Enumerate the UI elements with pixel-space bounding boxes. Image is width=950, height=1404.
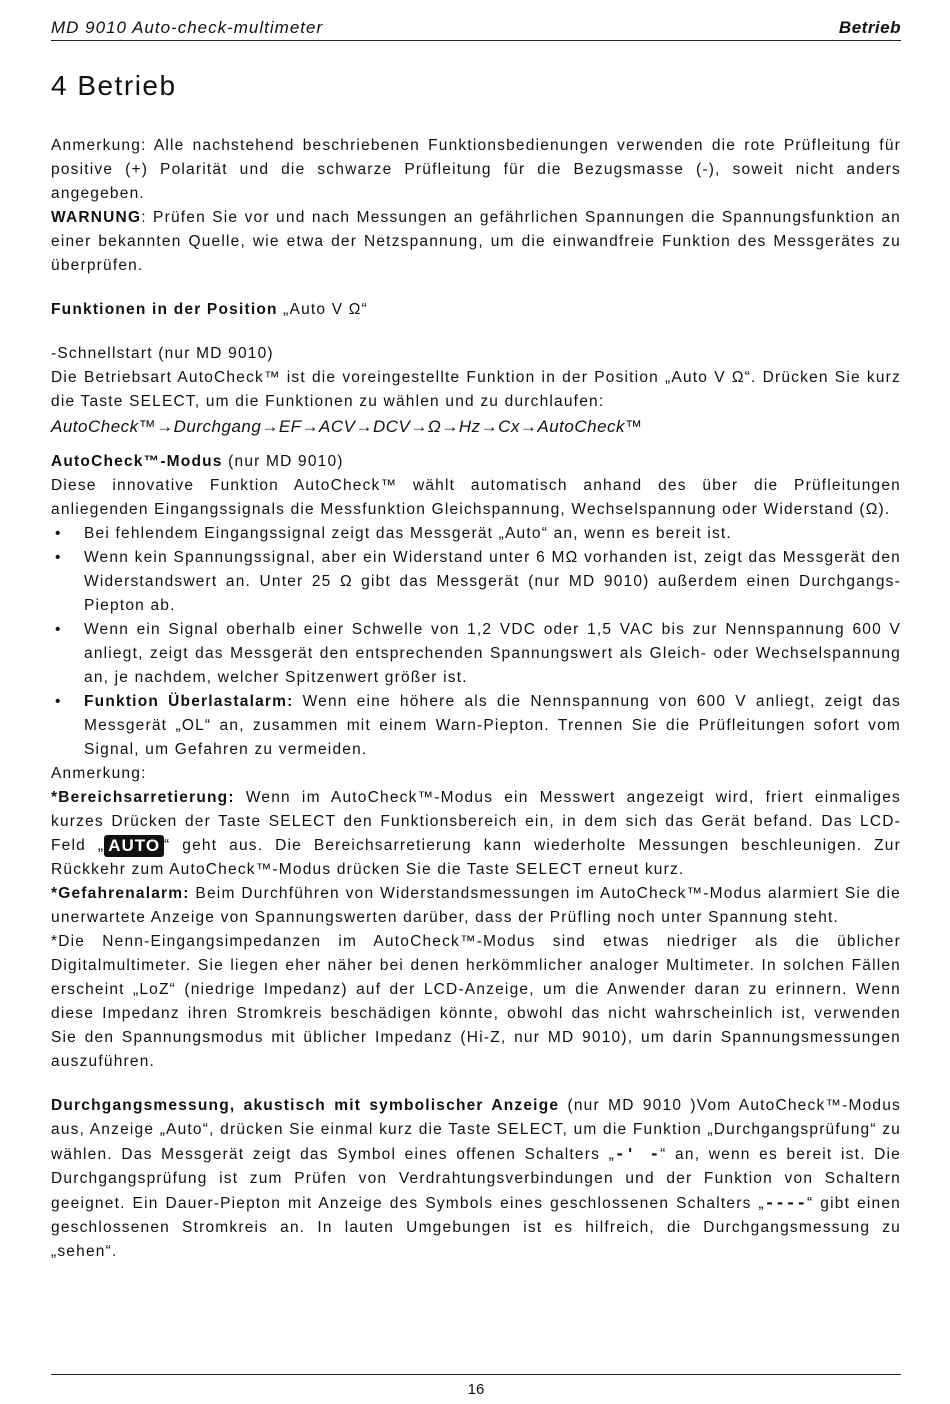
danger-alarm-paragraph [51, 882, 901, 930]
bullet-icon: • [55, 549, 62, 566]
range-lock-label: *Bereichsarretierung: [51, 789, 235, 806]
range-lock-text: Wenn im AutoCheck™-Modus ein Messwert angezeigt wird, friert einmaliges kurzes Drücken der Taste SELECT den Funktionsbereich ein, in dem sich das Gerät befand. Das LCD-Feld „ [51, 789, 901, 854]
range-lock-text-cont: “ geht aus. Die Bereichsarretierung kann wiederholte Messungen beschleunigen. Zur Rückkehr zum AutoCheck™-Modus drücken Sie die Taste SELECT erneut kurz. [51, 837, 901, 878]
overload-label: Funktion Überlastalarm: [84, 693, 294, 710]
function-sequence: AutoCheck™→Durchgang→EF→ACV→DCV→Ω→Hz→Cx→AutoCheck™ [51, 417, 643, 436]
autocheck-body: Diese innovative Funktion AutoCheck™ wählt automatisch anhand des über die Prüfleitungen anliegenden Eingangssignals die Messfunktion Gleichspannung, Wechselspannung oder Widerstand (Ω). [51, 477, 901, 518]
continuity-heading: Durchgangsmessung, akustisch mit symbolischer Anzeige [51, 1097, 560, 1114]
bullet-text: Bei fehlendem Eingangssignal zeigt das Messgerät „Auto“ an, wenn es bereit ist. [84, 525, 732, 542]
list-item [51, 522, 901, 546]
warning-text: : Prüfen Sie vor und nach Messungen an gefährlichen Spannungen die Spannungsfunktion an einer bekannten Quelle, wie etwa der Netzspannung, um die einwandfreie Funktion des Messgerätes zu überprüfen. [51, 209, 901, 274]
warning-label: WARNUNG [51, 209, 142, 226]
warning-paragraph [51, 206, 901, 278]
auto-lcd-badge: AUTO [104, 835, 164, 857]
continuity-text-end: “ gibt einen geschlossenen Stromkreis an. In lauten Umgebungen ist es hilfreich, die Durchgangsmessung zu „sehen“. [51, 1195, 901, 1260]
autocheck-heading-suffix: (nur MD 9010) [222, 453, 344, 470]
functions-heading-suffix: „Auto V Ω“ [277, 301, 368, 318]
bullet-icon: • [55, 525, 62, 542]
autocheck-heading-label: AutoCheck™-Modus [51, 453, 223, 470]
bullet-icon: • [55, 621, 62, 638]
intro-note: Anmerkung: Alle nachstehend beschriebenen Funktionsbedienungen verwenden die rote Prüfleitung für positive (+) Polarität und die schwarze Prüfleitung für die Bezugsmasse (-), soweit nicht anders angegeben. [51, 137, 901, 202]
list-item [51, 618, 901, 690]
list-item [51, 690, 901, 762]
continuity-paragraph [51, 1094, 901, 1264]
functions-body: Die Betriebsart AutoCheck™ ist die voreingestellte Funktion in der Position „Auto V Ω“. Drücken Sie kurz die Taste SELECT, um die Funktionen zu wählen und zu durchlaufen: [51, 369, 901, 410]
autocheck-heading [51, 450, 901, 474]
page-content [51, 68, 901, 1264]
continuity-text-cont: “ an, wenn es bereit ist. Die Durchgangsprüfung ist zum Prüfen von Verdrahtungsverbindungen und der Funktion von Schaltern geeignet. Ein Dauer-Piepton mit Anzeige des Symbols eines geschlossenen Schalters „ [51, 1146, 901, 1212]
header-section-title: Betrieb [838, 18, 901, 37]
list-item [51, 546, 901, 618]
danger-alarm-text: Beim Durchführen von Widerstandsmessungen im AutoCheck™-Modus alarmiert Sie die unerwartete Anzeige von Spannungswerten darüber, dass der Prüfling noch unter Spannung steht. [51, 885, 901, 926]
bullet-text: Wenn ein Signal oberhalb einer Schwelle von 1,2 VDC oder 1,5 VAC bis zur Nennspannung 600 V anliegt, zeigt das Messgerät den entsprechenden Spannungswert als Gleich- oder Wechselspannung an, je nachdem, welcher Spitzenwert größer ist. [84, 621, 901, 686]
range-lock-paragraph [51, 786, 901, 882]
overload-text: Wenn eine höhere als die Nennspannung von 600 V anliegt, zeigt das Messgerät „OL“ an, zusammen mit einem Warn-Piepton. Trennen Sie die Prüfleitungen sofort vom Signal, um Gefahren zu vermeiden. [84, 693, 901, 758]
danger-alarm-label: *Gefahrenalarm: [51, 885, 190, 902]
chapter-title: 4 Betrieb [51, 70, 177, 101]
functions-heading [51, 298, 901, 322]
functions-heading-label: Funktionen in der Position [51, 301, 278, 318]
impedance-paragraph: *Die Nenn-Eingangsimpedanzen im AutoCheck™-Modus sind etwas niedriger als die üblicher Digitalmultimeter. Sie liegen eher näher bei denen herkömmlicher analoger Multimeter. In solchen Fällen erscheint „LoZ“ (niedrige Impedanz) auf der LCD-Anzeige, um die Anwender daran zu erinnern. Wenn diese Impedanz ihren Stromkreis beschädigen könnte, obwohl das nicht wahrscheinlich ist, verwenden Sie den Spannungsmodus mit üblicher Impedanz (Hi-Z, nur MD 9010), um darin Spannungsmessungen auszuführen. [51, 933, 901, 1070]
open-switch-icon: -' - [614, 1145, 661, 1163]
continuity-text: (nur MD 9010 )Vom AutoCheck™-Modus aus, Anzeige „Auto“, drücken Sie einmal kurz die Taste SELECT, um die Funktion „Durchgangsprüfung“ zu wählen. Das Messgerät zeigt das Symbol eines offenen Schalters „ [51, 1097, 901, 1163]
header-document-title: MD 9010 Auto-check-multimeter [51, 18, 324, 37]
bullet-icon: • [55, 693, 62, 710]
autocheck-bullet-list [51, 522, 901, 762]
note-label: Anmerkung: [51, 765, 147, 782]
bullet-text: Wenn kein Spannungssignal, aber ein Widerstand unter 6 MΩ vorhanden ist, zeigt das Messgerät den Widerstandswert an. Unter 25 Ω gibt das Messgerät (nur MD 9010) außerdem einen Durchgangs-Piepton ab. [84, 549, 901, 614]
page-footer [51, 1374, 901, 1398]
page-header [51, 16, 901, 41]
page-number: 16 [467, 1381, 485, 1398]
closed-switch-icon: ---- [764, 1194, 807, 1212]
quickstart-line: -Schnellstart (nur MD 9010) [51, 345, 274, 362]
